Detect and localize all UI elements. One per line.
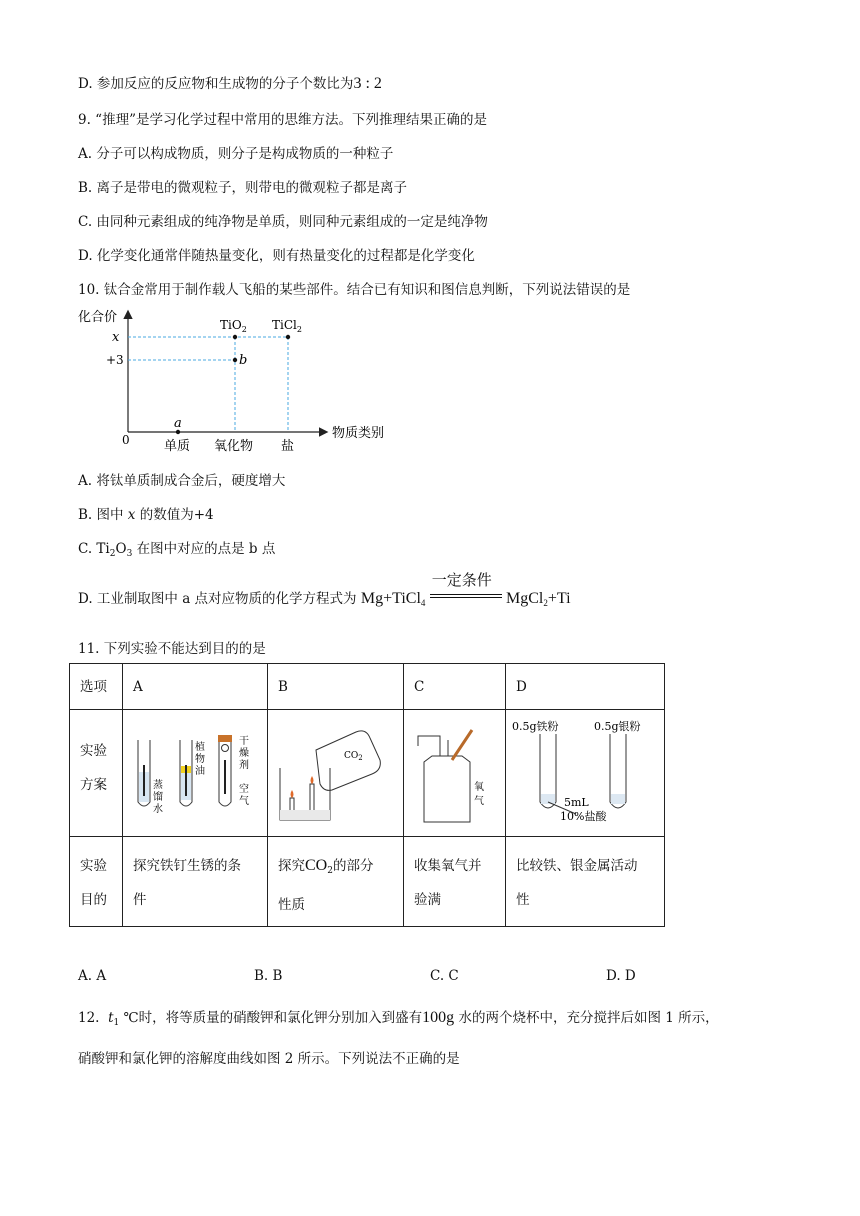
q10-option-b: B. 图中 x 的数值为+4 xyxy=(78,507,214,523)
equation-condition: 一定条件 xyxy=(431,571,492,589)
svg-text:蒸: 蒸 xyxy=(153,780,163,791)
svg-text:燥: 燥 xyxy=(239,748,249,759)
q9-option-b: B. 离子是带电的微观粒子，则带电的微观粒子都是离子 xyxy=(78,180,408,196)
equation-left: Mg+TiCl$_4$ xyxy=(360,590,426,608)
point-b xyxy=(233,358,237,362)
y-axis-label: 化合价 xyxy=(78,310,118,325)
y-tick-3: +3 xyxy=(106,353,124,367)
svg-text:0.5g银粉: 0.5g银粉 xyxy=(594,720,641,733)
svg-text:氧: 氧 xyxy=(474,782,484,793)
q10-option-c: C. $Ti_2O_3$ 在图中对应的点是 b 点 xyxy=(78,541,276,559)
goal-c: 收集氧气并 验满 xyxy=(404,837,506,927)
q9-option-d: D. 化学变化通常伴随热量变化，则有热量变化的过程都是化学变化 xyxy=(78,248,475,264)
x-cat-1: 单质 xyxy=(164,439,191,454)
svg-text:CO2: $CO_2$ xyxy=(344,751,363,762)
equation-right: MgCl$_2$+Ti xyxy=(505,590,571,608)
q8-ratio: 3 : 2 xyxy=(353,75,382,92)
y-tick-x: x xyxy=(112,330,120,345)
q11-table xyxy=(69,663,665,927)
goal-b: 探究$CO_2$的部分 性质 xyxy=(268,837,404,927)
q12-stem-line1: 12. $t_1$ ℃时，将等质量的硝酸钾和氯化钾分别加入到盛有100g 水的两个烧杯中，充分搅拌后如图 1 所示， xyxy=(78,1009,719,1028)
point-ticl2 xyxy=(286,335,290,339)
scheme-a xyxy=(123,710,268,837)
svg-text:0.5g铁粉: 0.5g铁粉 xyxy=(512,720,559,733)
q10-stem: 10. 钛合金常用于制作载人飞船的某些部件。结合已有知识和图信息判断，下列说法错误的是 xyxy=(78,282,631,298)
q11-stem: 11. 下列实验不能达到目的的是 xyxy=(78,641,266,657)
header-a: A xyxy=(123,664,268,710)
row-scheme-label: 实验 方案 xyxy=(70,710,123,837)
svg-text:物: 物 xyxy=(195,754,205,765)
svg-text:油: 油 xyxy=(195,766,205,777)
oxygen-collection-figure xyxy=(404,710,505,832)
q9-option-c: C. 由同种元素组成的纯净物是单质，则同种元素组成的一定是纯净物 xyxy=(78,214,488,230)
header-b: B xyxy=(268,664,404,710)
answer-a: A. A xyxy=(78,968,107,984)
rusting-experiment-figure xyxy=(123,710,267,832)
scheme-b xyxy=(268,710,404,837)
x-axis-label: 物质类别 xyxy=(332,426,385,441)
svg-text:馏: 馏 xyxy=(153,792,163,803)
header-d: D xyxy=(506,664,665,710)
q9-stem: 9. “推理”是学习化学过程中常用的思维方法。下列推理结果正确的是 xyxy=(78,112,487,128)
goal-d: 比较铁、银金属活动 性 xyxy=(506,837,665,927)
x-cat-3: 盐 xyxy=(281,439,295,454)
q10-option-d: D. 工业制取图中 a 点对应物质的化学方程式为 Mg+TiCl$_4$ 一定条件 MgCl$_2$+Ti xyxy=(78,571,571,608)
metal-activity-figure xyxy=(506,710,664,832)
answer-c: C. C xyxy=(430,968,459,984)
svg-text:植: 植 xyxy=(195,742,205,753)
q9-option-a: A. 分子可以构成物质，则分子是构成物质的一种粒子 xyxy=(78,146,394,162)
svg-text:气: 气 xyxy=(239,796,249,807)
q8-option-d: D. 参加反应的反应物和生成物的分子个数比为3 : 2 xyxy=(78,75,382,92)
svg-text:空: 空 xyxy=(239,784,249,795)
scheme-c xyxy=(404,710,506,837)
svg-text:5mL: 5mL xyxy=(564,796,589,809)
row-goal-label: 实验 目的 xyxy=(70,837,123,927)
header-option: 选项 xyxy=(70,664,123,710)
svg-text:气: 气 xyxy=(474,796,484,807)
origin-label: 0 xyxy=(122,433,130,447)
point-ticl2-label: TiCl$_2$ xyxy=(272,318,302,334)
q10-option-a: A. 将钛单质制成合金后，硬度增大 xyxy=(78,473,286,489)
co2-candle-figure xyxy=(268,710,403,832)
point-b-label: b xyxy=(239,353,248,368)
svg-text:干: 干 xyxy=(239,736,249,747)
svg-text:剂: 剂 xyxy=(239,760,249,771)
point-a-label: a xyxy=(174,416,182,431)
svg-text:水: 水 xyxy=(153,804,163,815)
header-c: C xyxy=(404,664,506,710)
q12-stem-line2: 硝酸钾和氯化钾的溶解度曲线如图 2 所示。下列说法不正确的是 xyxy=(78,1051,460,1067)
scheme-d xyxy=(506,710,665,837)
point-tio2 xyxy=(233,335,237,339)
x-cat-2: 氧化物 xyxy=(214,439,254,454)
valence-chart xyxy=(74,306,404,454)
point-tio2-label: TiO$_2$ xyxy=(220,318,247,334)
equation-arrow xyxy=(430,571,502,605)
answer-d: D. D xyxy=(606,968,636,984)
answer-b: B. B xyxy=(254,968,283,984)
svg-text:10%盐酸: 10%盐酸 xyxy=(560,810,607,823)
goal-a: 探究铁钉生锈的条 件 xyxy=(123,837,268,927)
